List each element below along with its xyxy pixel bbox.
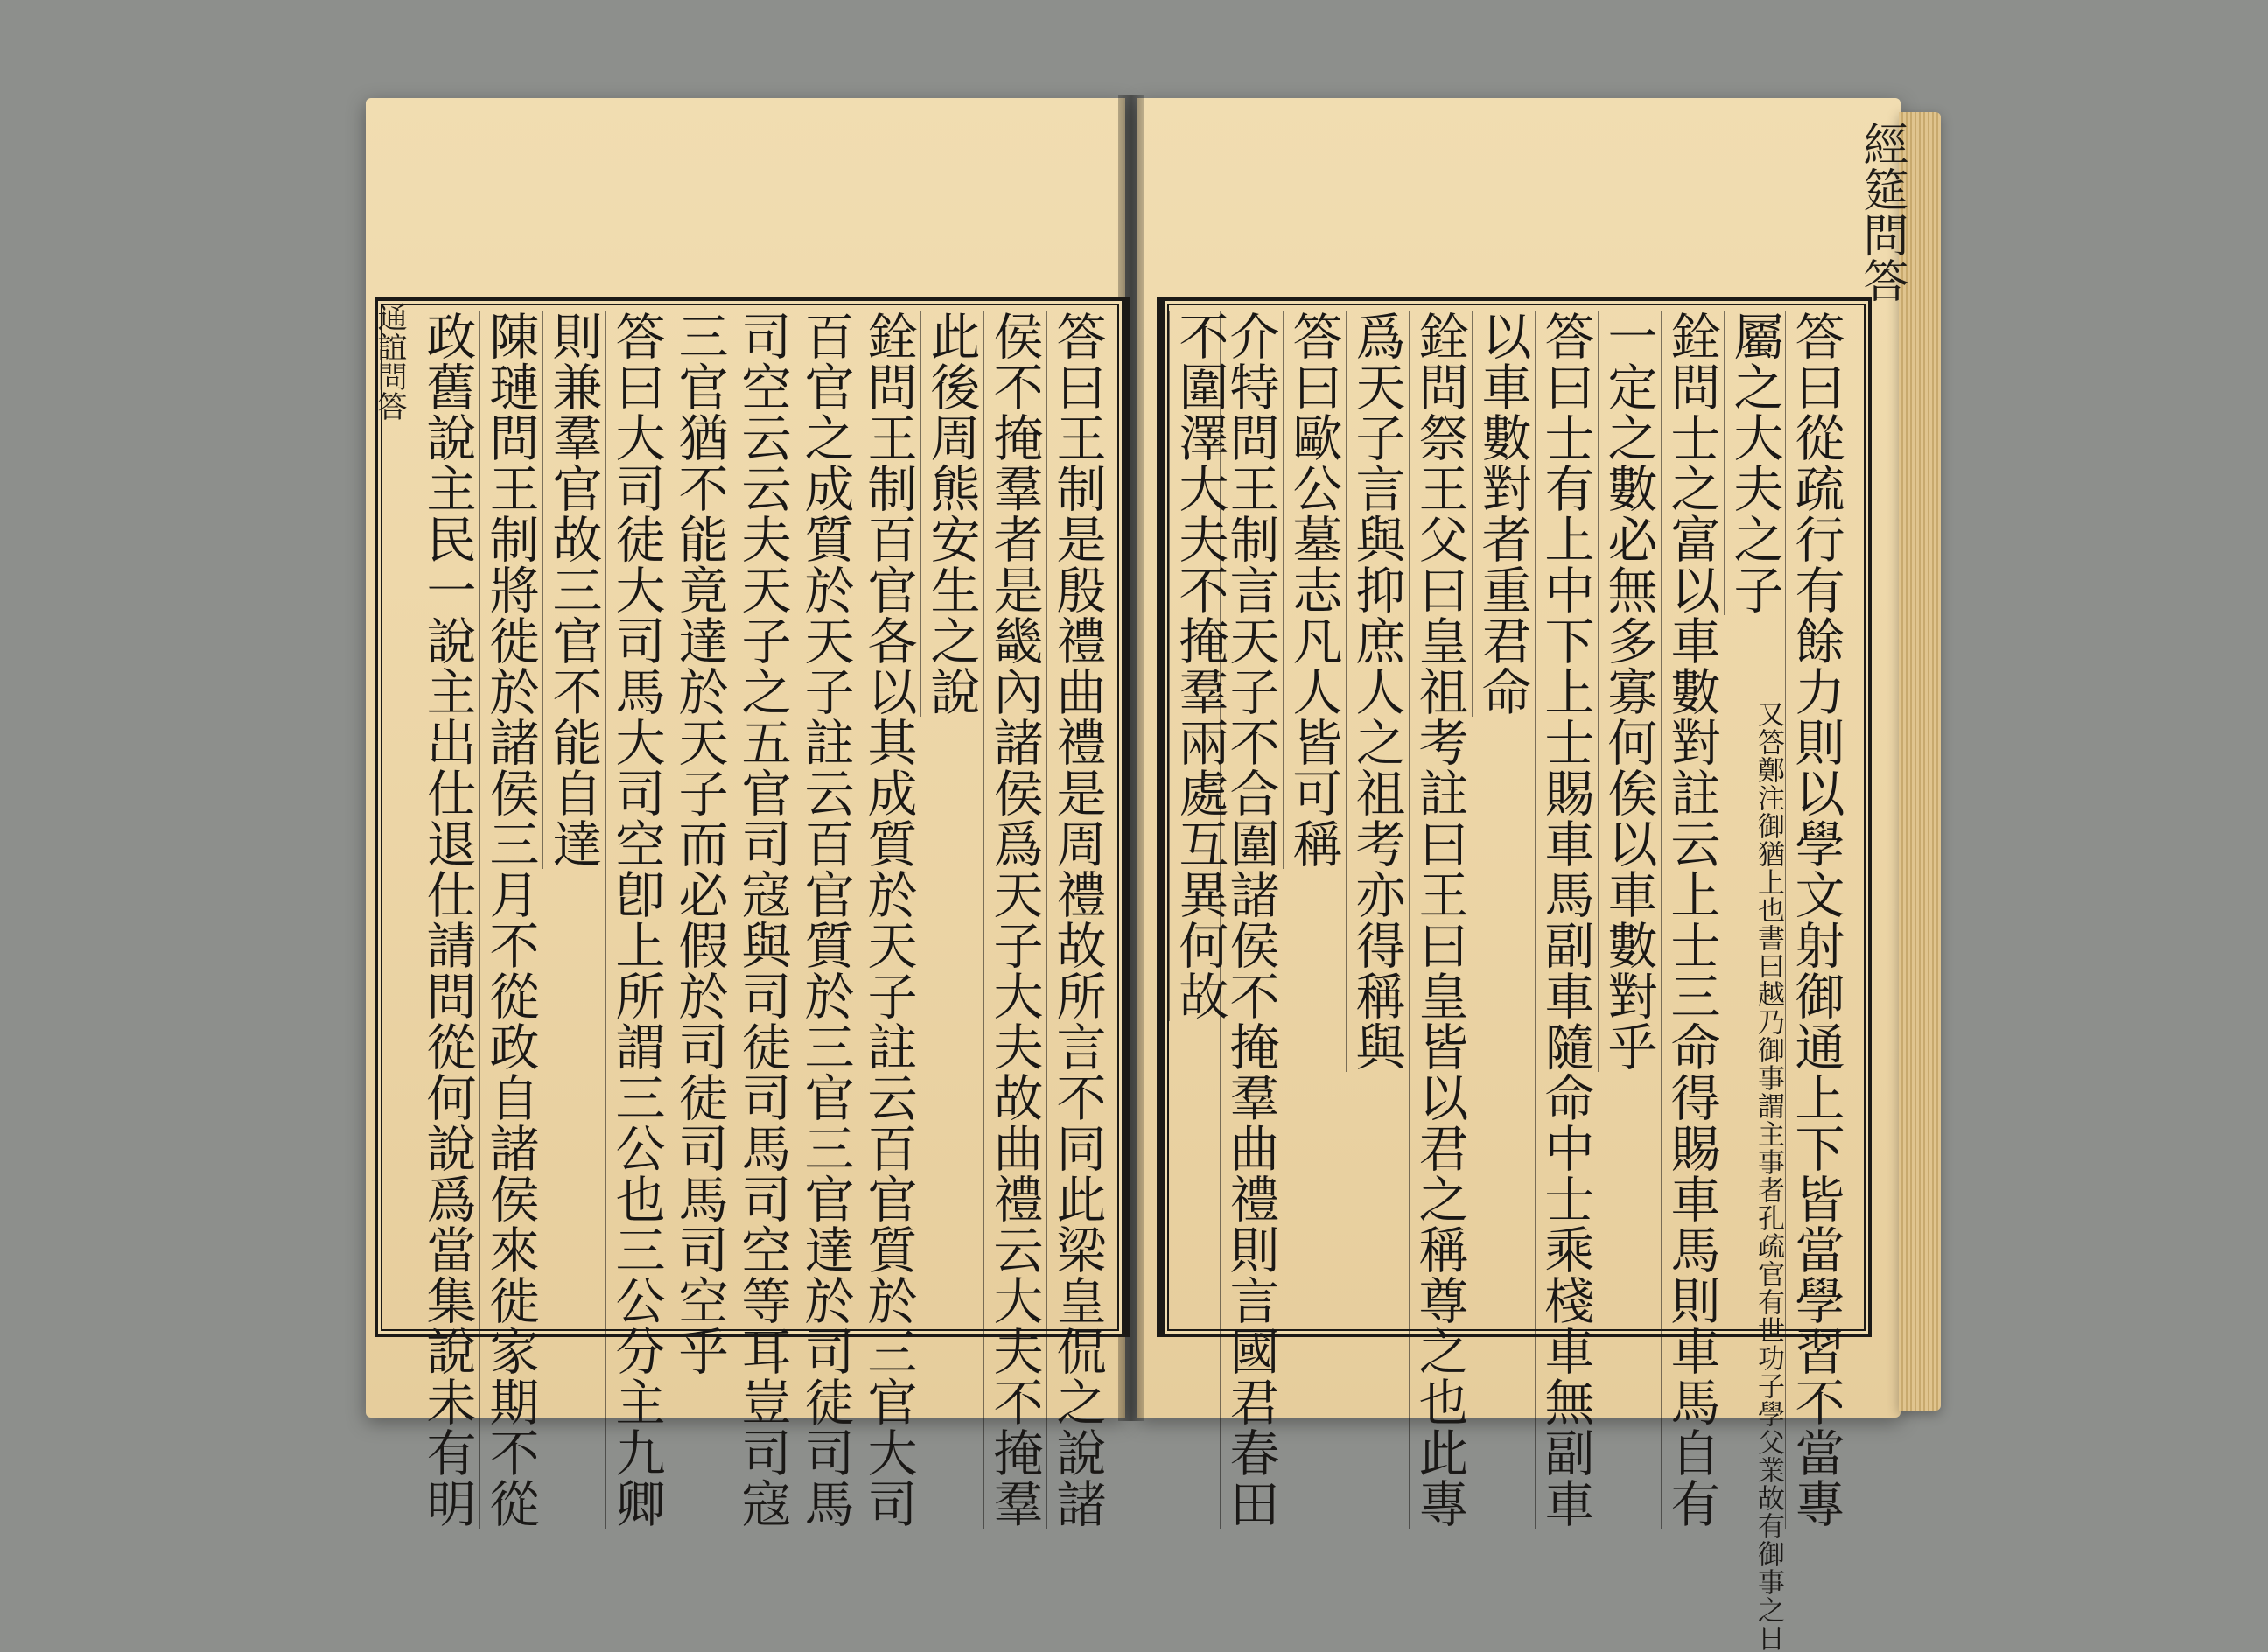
right-note-2: 孔疏官有世功子學父業故有御事之日 (1753, 1204, 1784, 1652)
left-column-5: 百官之成質於天子註云百官質於三官三官達於司徒司馬 (796, 311, 854, 1529)
left-column-7: 三官猶不能竟達於天子而必假於司徒司馬司空乎 (670, 311, 728, 1376)
right-margin-label: 經筵問答 (1855, 121, 1908, 303)
left-column-10: 陳璉問王制將徙於諸侯三月不從政自諸侯來徙家期不從 (481, 311, 539, 1529)
left-column-8: 答曰大司徒大司馬大司空卽上所謂三公也三公分主九卿 (607, 311, 665, 1529)
left-column-6: 司空云云夫天子之五官司寇與司徒司馬司空等耳豈司寇 (733, 311, 791, 1529)
right-column-5: 答曰士有上中下上士賜車馬副車隨命中士乘棧車無副車 (1536, 311, 1594, 1529)
left-column-9: 則兼羣官故三官不能自達 (544, 311, 602, 869)
right-note-block (1720, 700, 1782, 1652)
right-column-6: 以車數對者重君命 (1474, 311, 1531, 717)
right-column-7: 銓問祭王父曰皇祖考註曰王曰皇皆以君之稱尊之也此專 (1410, 311, 1468, 1529)
right-column-3: 銓問士之富以車數對註云上士三命得賜車馬則車馬自有 (1662, 311, 1720, 1529)
right-column-10: 介特問王制言天子不合圍諸侯不掩羣曲禮則言國君春田 (1222, 311, 1279, 1529)
right-column-8: 爲天子言與抑庶人之祖考亦得稱與 (1348, 311, 1405, 1072)
right-column-4: 一定之數必無多寡何俟以車數對乎 (1600, 311, 1657, 1072)
left-column-3: 此後周熊安生之說 (922, 311, 980, 717)
right-column-2: 屬之大夫之子 (1726, 311, 1783, 615)
left-column-4: 銓問王制百官各以其成質於天子註云百官質於三官大司 (859, 311, 917, 1529)
right-column-1: 答曰從疏行有餘力則以學文射御通上下皆當學習不當專 (1787, 311, 1844, 1529)
right-note-1: 又答鄭注御猶上也書曰越乃御事謂主事者 (1753, 700, 1784, 1204)
left-column-2: 侯不掩羣者是畿內諸侯爲天子大夫故曲禮云大夫不掩羣 (985, 311, 1043, 1529)
right-column-9: 答曰歐公墓志凡人皆可稱 (1284, 311, 1342, 869)
left-margin-label: 通誼問答 (372, 302, 407, 421)
right-column-11: 不圍澤大夫不掩羣兩處互異何故 (1171, 311, 1228, 1021)
left-column-1: 答曰王制是殷禮曲禮是周禮故所言不同此梁皇侃之說諸 (1048, 311, 1106, 1529)
left-column-11: 政舊說主民一說主出仕退仕請問從何說爲當集說未有明 (418, 311, 476, 1529)
